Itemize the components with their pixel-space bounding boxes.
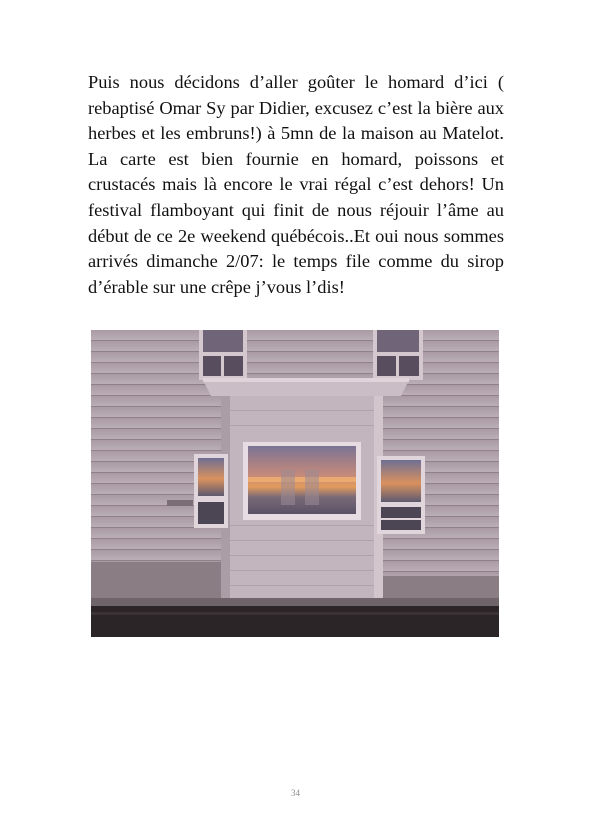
wall-plaque [167,500,193,506]
side-window-left [194,454,228,528]
house-photo [91,330,499,637]
house-facade-illustration [91,330,499,637]
ground [91,606,499,637]
bay-front-window [243,442,361,520]
upper-right-window [373,330,423,380]
left-deck [91,562,221,604]
upper-left-window [199,330,247,380]
bay-roof [203,380,409,396]
page-number: 34 [291,788,300,798]
body-text [88,70,504,300]
side-window-right [377,456,425,534]
paragraph: Puis nous décidons d’aller goûter le homard d’ici ( rebaptisé Omar Sy par Didier, excusez c’est la bière aux herbes et les embruns!) à 5mn de la maison au Matelot. La carte est bien fournie en homard, poissons et crustacés mais là encore le vrai régal c’est dehors! Un festival flamboyant qui finit de nous réjouir l’âme au début de ce 2e weekend québécois..Et oui nous sommes arrivés dimanche 2/07: le temps file comme du sirop d’érable sur une crêpe j’vous l’dis! [88,72,504,297]
